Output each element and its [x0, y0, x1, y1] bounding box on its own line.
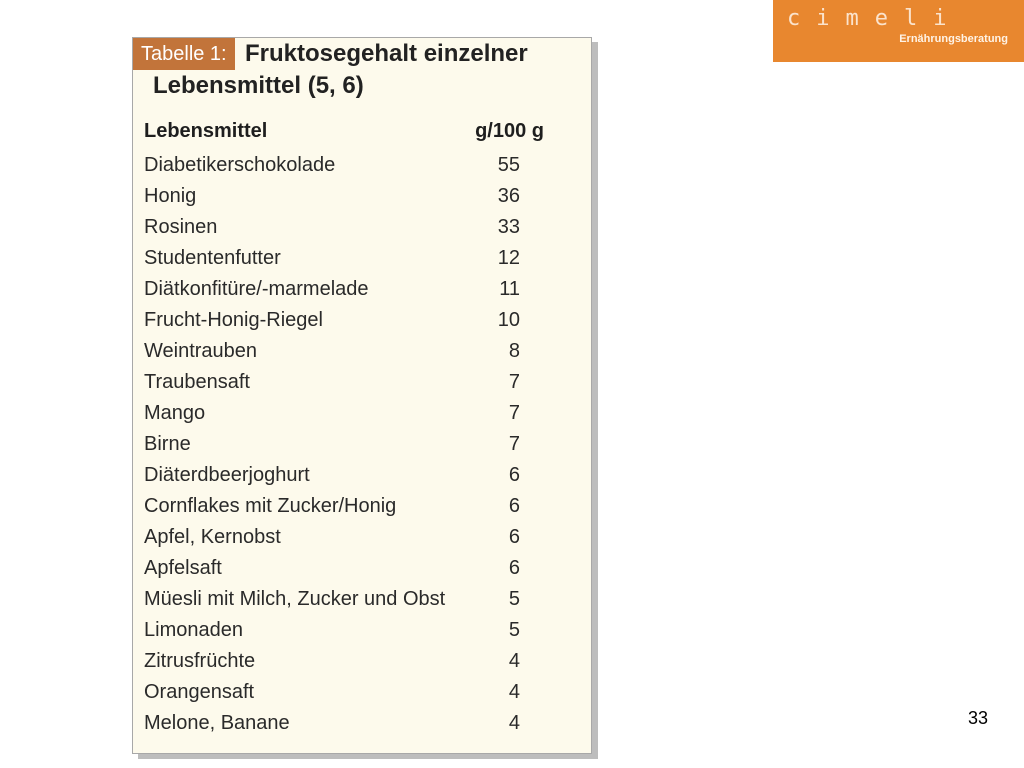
food-name: Orangensaft — [144, 681, 255, 703]
food-name: Traubensaft — [144, 371, 250, 393]
logo-wordmark: cimeli — [787, 6, 963, 31]
table-row — [144, 305, 544, 336]
fructose-value: 8 — [508, 340, 520, 362]
food-name: Diätkonfitüre/-marmelade — [144, 278, 369, 300]
fructose-value: 5 — [508, 619, 520, 641]
fructose-value: 36 — [497, 185, 520, 207]
table-row — [144, 708, 544, 739]
fructose-value: 12 — [497, 247, 520, 269]
fructose-value: 6 — [508, 495, 520, 517]
table-row — [144, 460, 544, 491]
table-row — [144, 274, 544, 305]
table-row — [144, 243, 544, 274]
page-number: 33 — [967, 708, 988, 728]
table-row — [144, 646, 544, 677]
table-row — [144, 522, 544, 553]
food-name: Apfel, Kernobst — [144, 526, 281, 548]
fructose-value: 7 — [508, 402, 520, 424]
food-name: Diäterdbeerjoghurt — [144, 464, 310, 486]
food-name: Studentenfutter — [144, 247, 281, 269]
column-header-food: Lebensmittel — [144, 120, 268, 142]
fructose-value: 7 — [508, 371, 520, 393]
fructose-value: 5 — [508, 588, 520, 610]
table-row — [144, 584, 544, 615]
table-row — [144, 367, 544, 398]
cimeli-logo — [773, 0, 1024, 62]
table-row — [144, 615, 544, 646]
fructose-value: 7 — [508, 433, 520, 455]
food-name: Cornflakes mit Zucker/Honig — [144, 495, 397, 517]
fructose-value: 4 — [508, 650, 520, 672]
food-name: Frucht-Honig-Riegel — [144, 309, 323, 331]
food-name: Birne — [144, 433, 191, 455]
table-body — [144, 150, 544, 739]
logo-tagline: Ernährungsberatung — [899, 33, 1008, 45]
fructose-value: 6 — [508, 464, 520, 486]
table-row — [144, 677, 544, 708]
fructose-table — [132, 37, 592, 754]
food-name: Mango — [144, 402, 206, 424]
food-name: Diabetikerschokolade — [144, 154, 336, 176]
fructose-value: 33 — [497, 216, 520, 238]
table-title-line-1: Fruktosegehalt einzelner — [245, 40, 528, 67]
food-name: Müesli mit Milch, Zucker und Obst — [144, 588, 446, 610]
fructose-value: 55 — [497, 154, 520, 176]
food-name: Honig — [144, 185, 197, 207]
fructose-value: 6 — [508, 557, 520, 579]
food-name: Rosinen — [144, 216, 218, 238]
fructose-value: 10 — [497, 309, 520, 331]
food-name: Weintrauben — [144, 340, 258, 362]
table-header — [144, 120, 544, 148]
fructose-value: 11 — [499, 278, 520, 300]
table-title-line-2: Lebensmittel (5, 6) — [153, 72, 364, 99]
food-name: Limonaden — [144, 619, 243, 641]
fructose-value: 4 — [508, 681, 520, 703]
table-row — [144, 429, 544, 460]
table-row — [144, 212, 544, 243]
table-row — [144, 150, 544, 181]
fructose-value: 4 — [508, 712, 520, 734]
table-row — [144, 398, 544, 429]
table-row — [144, 336, 544, 367]
food-name: Melone, Banane — [144, 712, 290, 734]
food-name: Apfelsaft — [144, 557, 222, 579]
table-label: Tabelle 1: — [133, 38, 235, 70]
food-name: Zitrusfrüchte — [144, 650, 256, 672]
table-row — [144, 181, 544, 212]
fructose-value: 6 — [508, 526, 520, 548]
table-row — [144, 553, 544, 584]
column-header-amount: g/100 g — [475, 120, 544, 142]
table-row — [144, 491, 544, 522]
